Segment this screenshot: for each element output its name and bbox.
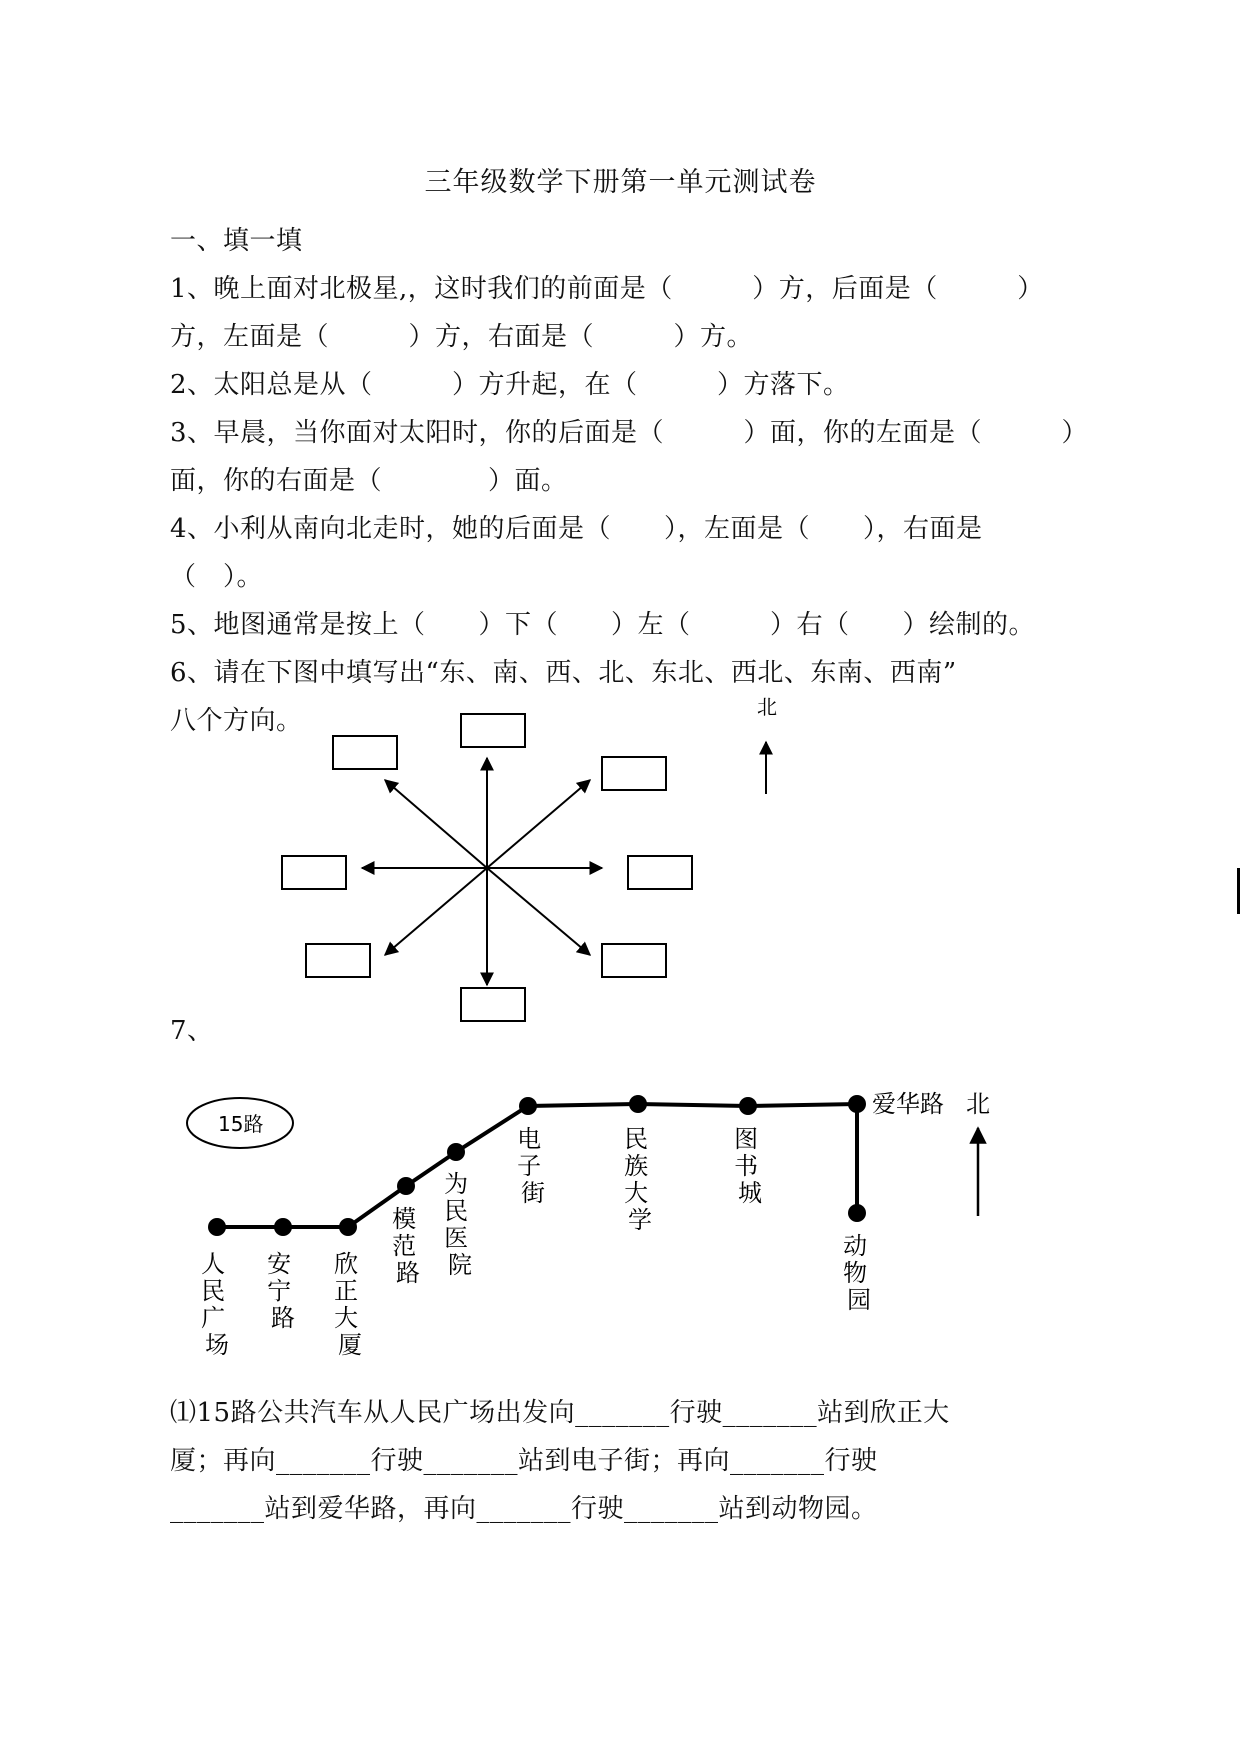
question-7-1-line-2: 厦；再向_______行驶_______站到电子街；再向_______行驶 (170, 1446, 878, 1476)
north-label: 北 (757, 695, 777, 719)
stop-dianzi (519, 1097, 537, 1115)
stop-label-dongwu: 动 物 园 (843, 1232, 871, 1314)
stop-label-minzu: 民 族 大 学 (624, 1125, 652, 1234)
stop-label-anning: 安 宁 路 (267, 1250, 295, 1332)
question-4-line-2: （ ）。 (170, 562, 264, 592)
stop-label-renmin: 人 民 广 场 (201, 1250, 229, 1359)
question-7-1-line-1: ⑴15路公共汽车从人民广场出发向_______行驶_______站到欣正大 (170, 1398, 950, 1428)
stop-dongwu (848, 1204, 866, 1222)
stop-weimin (447, 1143, 465, 1161)
stop-aihua (848, 1095, 866, 1113)
stop-renmin (208, 1218, 226, 1236)
stop-label-aihua: 爱华路 (872, 1090, 944, 1118)
page-edge-mark (1237, 868, 1240, 914)
section-heading: 一、填一填 (170, 226, 303, 256)
stop-label-weimin: 为 民 医 院 (444, 1170, 472, 1279)
stop-label-xinzheng: 欣 正 大 厦 (334, 1250, 362, 1359)
stop-label-mofan: 模 范 路 (392, 1205, 420, 1287)
stop-anning (274, 1218, 292, 1236)
stop-mofan (397, 1177, 415, 1195)
question-1-line-2: 方，左面是（ ）方，右面是（ ）方。 (170, 322, 754, 352)
route-label: 15路 (218, 1112, 264, 1136)
question-3-line-1: 3、早晨，当你面对太阳时，你的后面是（ ）面，你的左面是（ ） (170, 418, 1089, 448)
stop-xinzheng (339, 1218, 357, 1236)
question-2: 2、太阳总是从（ ）方升起，在（ ）方落下。 (170, 370, 850, 400)
stop-label-tushu: 图 书 城 (734, 1125, 762, 1207)
question-6-line-2: 八个方向。 (170, 706, 303, 736)
page-title: 三年级数学下册第一单元测试卷 (424, 167, 817, 198)
question-3-line-2: 面，你的右面是（ ）面。 (170, 466, 568, 496)
question-4-line-1: 4、小利从南向北走时，她的后面是（ ），左面是（ ），右面是 (170, 514, 983, 544)
question-7-1-line-3: _______站到爱华路，再向_______行驶_______站到动物园。 (170, 1494, 878, 1524)
stop-tushu (739, 1097, 757, 1115)
map-north-label: 北 (966, 1090, 990, 1118)
question-7: 7、 (170, 1016, 214, 1046)
question-5: 5、地图通常是按上（ ）下（ ）左（ ）右（ ）绘制的。 (170, 610, 1036, 640)
stop-minzu (629, 1095, 647, 1113)
question-6-line-1: 6、请在下图中填写出“东、南、西、北、东北、西北、东南、西南” (170, 658, 957, 688)
question-1-line-1: 1、晚上面对北极星,，这时我们的前面是（ ）方，后面是（ ） (170, 274, 1044, 304)
stop-label-dianzi: 电 子 街 (517, 1125, 545, 1207)
